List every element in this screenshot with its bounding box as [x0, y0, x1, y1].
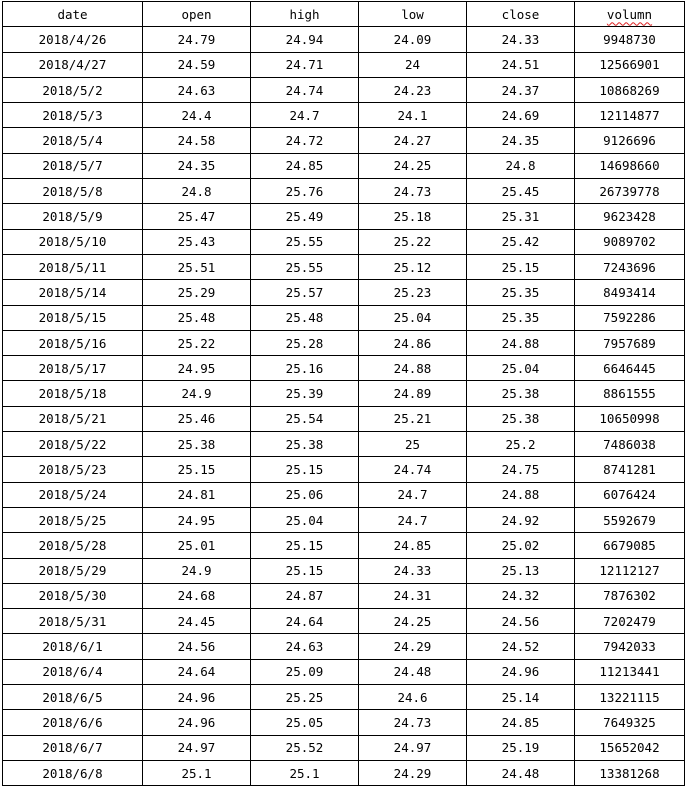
cell-date: 2018/5/18	[3, 381, 143, 406]
table-row	[3, 330, 685, 355]
cell-high: 24.63	[251, 634, 359, 659]
cell-open: 24.95	[143, 507, 251, 532]
cell-volumn: 9948730	[575, 27, 685, 52]
cell-low: 24.73	[359, 179, 467, 204]
cell-low: 25.18	[359, 204, 467, 229]
cell-high: 25.1	[251, 760, 359, 785]
header-low: low	[359, 2, 467, 27]
cell-low: 24.97	[359, 735, 467, 760]
cell-close: 24.51	[467, 52, 575, 77]
cell-volumn: 13381268	[575, 760, 685, 785]
cell-volumn: 6679085	[575, 533, 685, 558]
cell-close: 25.38	[467, 381, 575, 406]
cell-close: 25.04	[467, 356, 575, 381]
table-row	[3, 229, 685, 254]
cell-low: 24.09	[359, 27, 467, 52]
cell-date: 2018/5/7	[3, 153, 143, 178]
cell-open: 25.38	[143, 432, 251, 457]
cell-close: 24.37	[467, 77, 575, 102]
cell-low: 24.25	[359, 153, 467, 178]
cell-close: 25.15	[467, 254, 575, 279]
cell-close: 24.88	[467, 330, 575, 355]
cell-open: 24.35	[143, 153, 251, 178]
cell-open: 24.96	[143, 710, 251, 735]
cell-date: 2018/5/30	[3, 583, 143, 608]
cell-open: 25.29	[143, 280, 251, 305]
cell-high: 24.87	[251, 583, 359, 608]
cell-open: 24.79	[143, 27, 251, 52]
cell-low: 25.21	[359, 406, 467, 431]
table-row	[3, 659, 685, 684]
cell-date: 2018/6/4	[3, 659, 143, 684]
cell-open: 25.51	[143, 254, 251, 279]
cell-low: 25	[359, 432, 467, 457]
table-row	[3, 204, 685, 229]
cell-low: 25.23	[359, 280, 467, 305]
cell-low: 24.74	[359, 457, 467, 482]
cell-open: 24.64	[143, 659, 251, 684]
cell-high: 25.55	[251, 229, 359, 254]
cell-date: 2018/5/3	[3, 103, 143, 128]
cell-date: 2018/5/31	[3, 609, 143, 634]
cell-close: 25.19	[467, 735, 575, 760]
cell-volumn: 7486038	[575, 432, 685, 457]
cell-close: 25.02	[467, 533, 575, 558]
cell-volumn: 7243696	[575, 254, 685, 279]
table-row	[3, 760, 685, 785]
cell-open: 25.01	[143, 533, 251, 558]
table-row	[3, 406, 685, 431]
cell-high: 25.09	[251, 659, 359, 684]
cell-open: 25.47	[143, 204, 251, 229]
cell-high: 25.38	[251, 432, 359, 457]
cell-volumn: 7957689	[575, 330, 685, 355]
table-row	[3, 128, 685, 153]
cell-open: 25.1	[143, 760, 251, 785]
table-row	[3, 254, 685, 279]
cell-low: 24.6	[359, 685, 467, 710]
table-row	[3, 634, 685, 659]
cell-close: 24.96	[467, 659, 575, 684]
cell-date: 2018/5/15	[3, 305, 143, 330]
cell-high: 25.28	[251, 330, 359, 355]
cell-date: 2018/5/4	[3, 128, 143, 153]
cell-high: 25.06	[251, 482, 359, 507]
table-row	[3, 457, 685, 482]
cell-close: 25.42	[467, 229, 575, 254]
cell-close: 24.35	[467, 128, 575, 153]
cell-open: 24.9	[143, 558, 251, 583]
cell-close: 24.75	[467, 457, 575, 482]
cell-high: 25.57	[251, 280, 359, 305]
table-row	[3, 609, 685, 634]
cell-low: 24.29	[359, 760, 467, 785]
cell-close: 25.2	[467, 432, 575, 457]
cell-close: 25.31	[467, 204, 575, 229]
header-row	[3, 2, 685, 27]
header-volumn	[575, 2, 685, 27]
cell-high: 25.16	[251, 356, 359, 381]
cell-high: 25.54	[251, 406, 359, 431]
cell-open: 25.46	[143, 406, 251, 431]
cell-low: 24.88	[359, 356, 467, 381]
cell-volumn: 10650998	[575, 406, 685, 431]
cell-date: 2018/5/23	[3, 457, 143, 482]
cell-volumn: 7592286	[575, 305, 685, 330]
cell-open: 24.68	[143, 583, 251, 608]
table-row	[3, 558, 685, 583]
cell-date: 2018/5/16	[3, 330, 143, 355]
cell-high: 24.74	[251, 77, 359, 102]
cell-high: 24.72	[251, 128, 359, 153]
cell-open: 24.58	[143, 128, 251, 153]
cell-low: 24.1	[359, 103, 467, 128]
cell-date: 2018/5/24	[3, 482, 143, 507]
table-row	[3, 179, 685, 204]
cell-low: 24.33	[359, 558, 467, 583]
cell-close: 24.69	[467, 103, 575, 128]
cell-volumn: 5592679	[575, 507, 685, 532]
cell-date: 2018/5/11	[3, 254, 143, 279]
cell-date: 2018/6/1	[3, 634, 143, 659]
cell-date: 2018/5/10	[3, 229, 143, 254]
cell-date: 2018/6/6	[3, 710, 143, 735]
cell-high: 25.15	[251, 457, 359, 482]
table-row	[3, 583, 685, 608]
cell-close: 25.45	[467, 179, 575, 204]
cell-volumn: 9126696	[575, 128, 685, 153]
table-row	[3, 27, 685, 52]
cell-low: 24.7	[359, 507, 467, 532]
cell-date: 2018/5/17	[3, 356, 143, 381]
cell-date: 2018/5/29	[3, 558, 143, 583]
cell-low: 24.73	[359, 710, 467, 735]
table-body	[3, 27, 685, 786]
cell-high: 25.76	[251, 179, 359, 204]
cell-volumn: 8861555	[575, 381, 685, 406]
cell-volumn: 9623428	[575, 204, 685, 229]
cell-date: 2018/5/21	[3, 406, 143, 431]
table-row	[3, 103, 685, 128]
table-row	[3, 685, 685, 710]
cell-date: 2018/5/9	[3, 204, 143, 229]
cell-date: 2018/4/27	[3, 52, 143, 77]
cell-close: 24.56	[467, 609, 575, 634]
cell-low: 24.25	[359, 609, 467, 634]
cell-date: 2018/5/22	[3, 432, 143, 457]
cell-volumn: 7202479	[575, 609, 685, 634]
cell-high: 25.49	[251, 204, 359, 229]
cell-high: 24.71	[251, 52, 359, 77]
table-row	[3, 381, 685, 406]
cell-close: 24.92	[467, 507, 575, 532]
cell-high: 25.48	[251, 305, 359, 330]
cell-close: 25.35	[467, 280, 575, 305]
cell-close: 24.52	[467, 634, 575, 659]
cell-close: 24.88	[467, 482, 575, 507]
cell-volumn: 6646445	[575, 356, 685, 381]
cell-volumn: 12112127	[575, 558, 685, 583]
cell-date: 2018/5/8	[3, 179, 143, 204]
table-row	[3, 432, 685, 457]
cell-low: 24	[359, 52, 467, 77]
cell-volumn: 26739778	[575, 179, 685, 204]
table-row	[3, 507, 685, 532]
cell-close: 25.38	[467, 406, 575, 431]
header-volumn-label: volumn	[606, 6, 653, 22]
cell-close: 24.32	[467, 583, 575, 608]
cell-open: 24.8	[143, 179, 251, 204]
cell-high: 24.7	[251, 103, 359, 128]
cell-low: 24.27	[359, 128, 467, 153]
cell-date: 2018/5/14	[3, 280, 143, 305]
cell-low: 24.29	[359, 634, 467, 659]
table-row	[3, 710, 685, 735]
cell-volumn: 15652042	[575, 735, 685, 760]
cell-close: 25.13	[467, 558, 575, 583]
cell-volumn: 7876302	[575, 583, 685, 608]
header-close: close	[467, 2, 575, 27]
cell-volumn: 7649325	[575, 710, 685, 735]
cell-open: 25.43	[143, 229, 251, 254]
cell-close: 24.33	[467, 27, 575, 52]
cell-volumn: 8741281	[575, 457, 685, 482]
table-row	[3, 77, 685, 102]
cell-date: 2018/5/2	[3, 77, 143, 102]
cell-high: 25.52	[251, 735, 359, 760]
cell-open: 24.63	[143, 77, 251, 102]
cell-high: 25.15	[251, 533, 359, 558]
cell-open: 24.81	[143, 482, 251, 507]
cell-volumn: 13221115	[575, 685, 685, 710]
cell-low: 24.31	[359, 583, 467, 608]
table-row	[3, 482, 685, 507]
cell-open: 25.15	[143, 457, 251, 482]
cell-volumn: 9089702	[575, 229, 685, 254]
cell-volumn: 8493414	[575, 280, 685, 305]
cell-volumn: 11213441	[575, 659, 685, 684]
table-row	[3, 153, 685, 178]
header-date: date	[3, 2, 143, 27]
cell-low: 25.22	[359, 229, 467, 254]
table-row	[3, 52, 685, 77]
cell-open: 25.22	[143, 330, 251, 355]
cell-close: 24.85	[467, 710, 575, 735]
cell-high: 25.05	[251, 710, 359, 735]
cell-close: 24.48	[467, 760, 575, 785]
cell-volumn: 14698660	[575, 153, 685, 178]
table-row	[3, 735, 685, 760]
cell-low: 24.23	[359, 77, 467, 102]
table-row	[3, 533, 685, 558]
cell-close: 24.8	[467, 153, 575, 178]
cell-date: 2018/5/25	[3, 507, 143, 532]
cell-date: 2018/5/28	[3, 533, 143, 558]
cell-open: 24.96	[143, 685, 251, 710]
cell-high: 25.04	[251, 507, 359, 532]
cell-high: 24.85	[251, 153, 359, 178]
cell-low: 25.04	[359, 305, 467, 330]
header-high: high	[251, 2, 359, 27]
table-row	[3, 280, 685, 305]
cell-high: 24.64	[251, 609, 359, 634]
cell-open: 24.97	[143, 735, 251, 760]
cell-date: 2018/6/5	[3, 685, 143, 710]
stock-price-table	[2, 1, 685, 786]
cell-open: 24.95	[143, 356, 251, 381]
cell-volumn: 6076424	[575, 482, 685, 507]
cell-date: 2018/6/8	[3, 760, 143, 785]
table-row	[3, 356, 685, 381]
cell-date: 2018/4/26	[3, 27, 143, 52]
cell-open: 24.59	[143, 52, 251, 77]
cell-high: 24.94	[251, 27, 359, 52]
cell-open: 24.4	[143, 103, 251, 128]
cell-open: 24.56	[143, 634, 251, 659]
cell-volumn: 12566901	[575, 52, 685, 77]
cell-volumn: 12114877	[575, 103, 685, 128]
cell-high: 25.39	[251, 381, 359, 406]
cell-open: 24.45	[143, 609, 251, 634]
cell-open: 25.48	[143, 305, 251, 330]
table-row	[3, 305, 685, 330]
cell-date: 2018/6/7	[3, 735, 143, 760]
cell-low: 25.12	[359, 254, 467, 279]
cell-high: 25.25	[251, 685, 359, 710]
cell-close: 25.14	[467, 685, 575, 710]
cell-volumn: 10868269	[575, 77, 685, 102]
cell-high: 25.15	[251, 558, 359, 583]
cell-low: 24.86	[359, 330, 467, 355]
cell-open: 24.9	[143, 381, 251, 406]
cell-low: 24.89	[359, 381, 467, 406]
cell-low: 24.7	[359, 482, 467, 507]
cell-high: 25.55	[251, 254, 359, 279]
cell-close: 25.35	[467, 305, 575, 330]
cell-low: 24.48	[359, 659, 467, 684]
header-open: open	[143, 2, 251, 27]
cell-volumn: 7942033	[575, 634, 685, 659]
cell-low: 24.85	[359, 533, 467, 558]
